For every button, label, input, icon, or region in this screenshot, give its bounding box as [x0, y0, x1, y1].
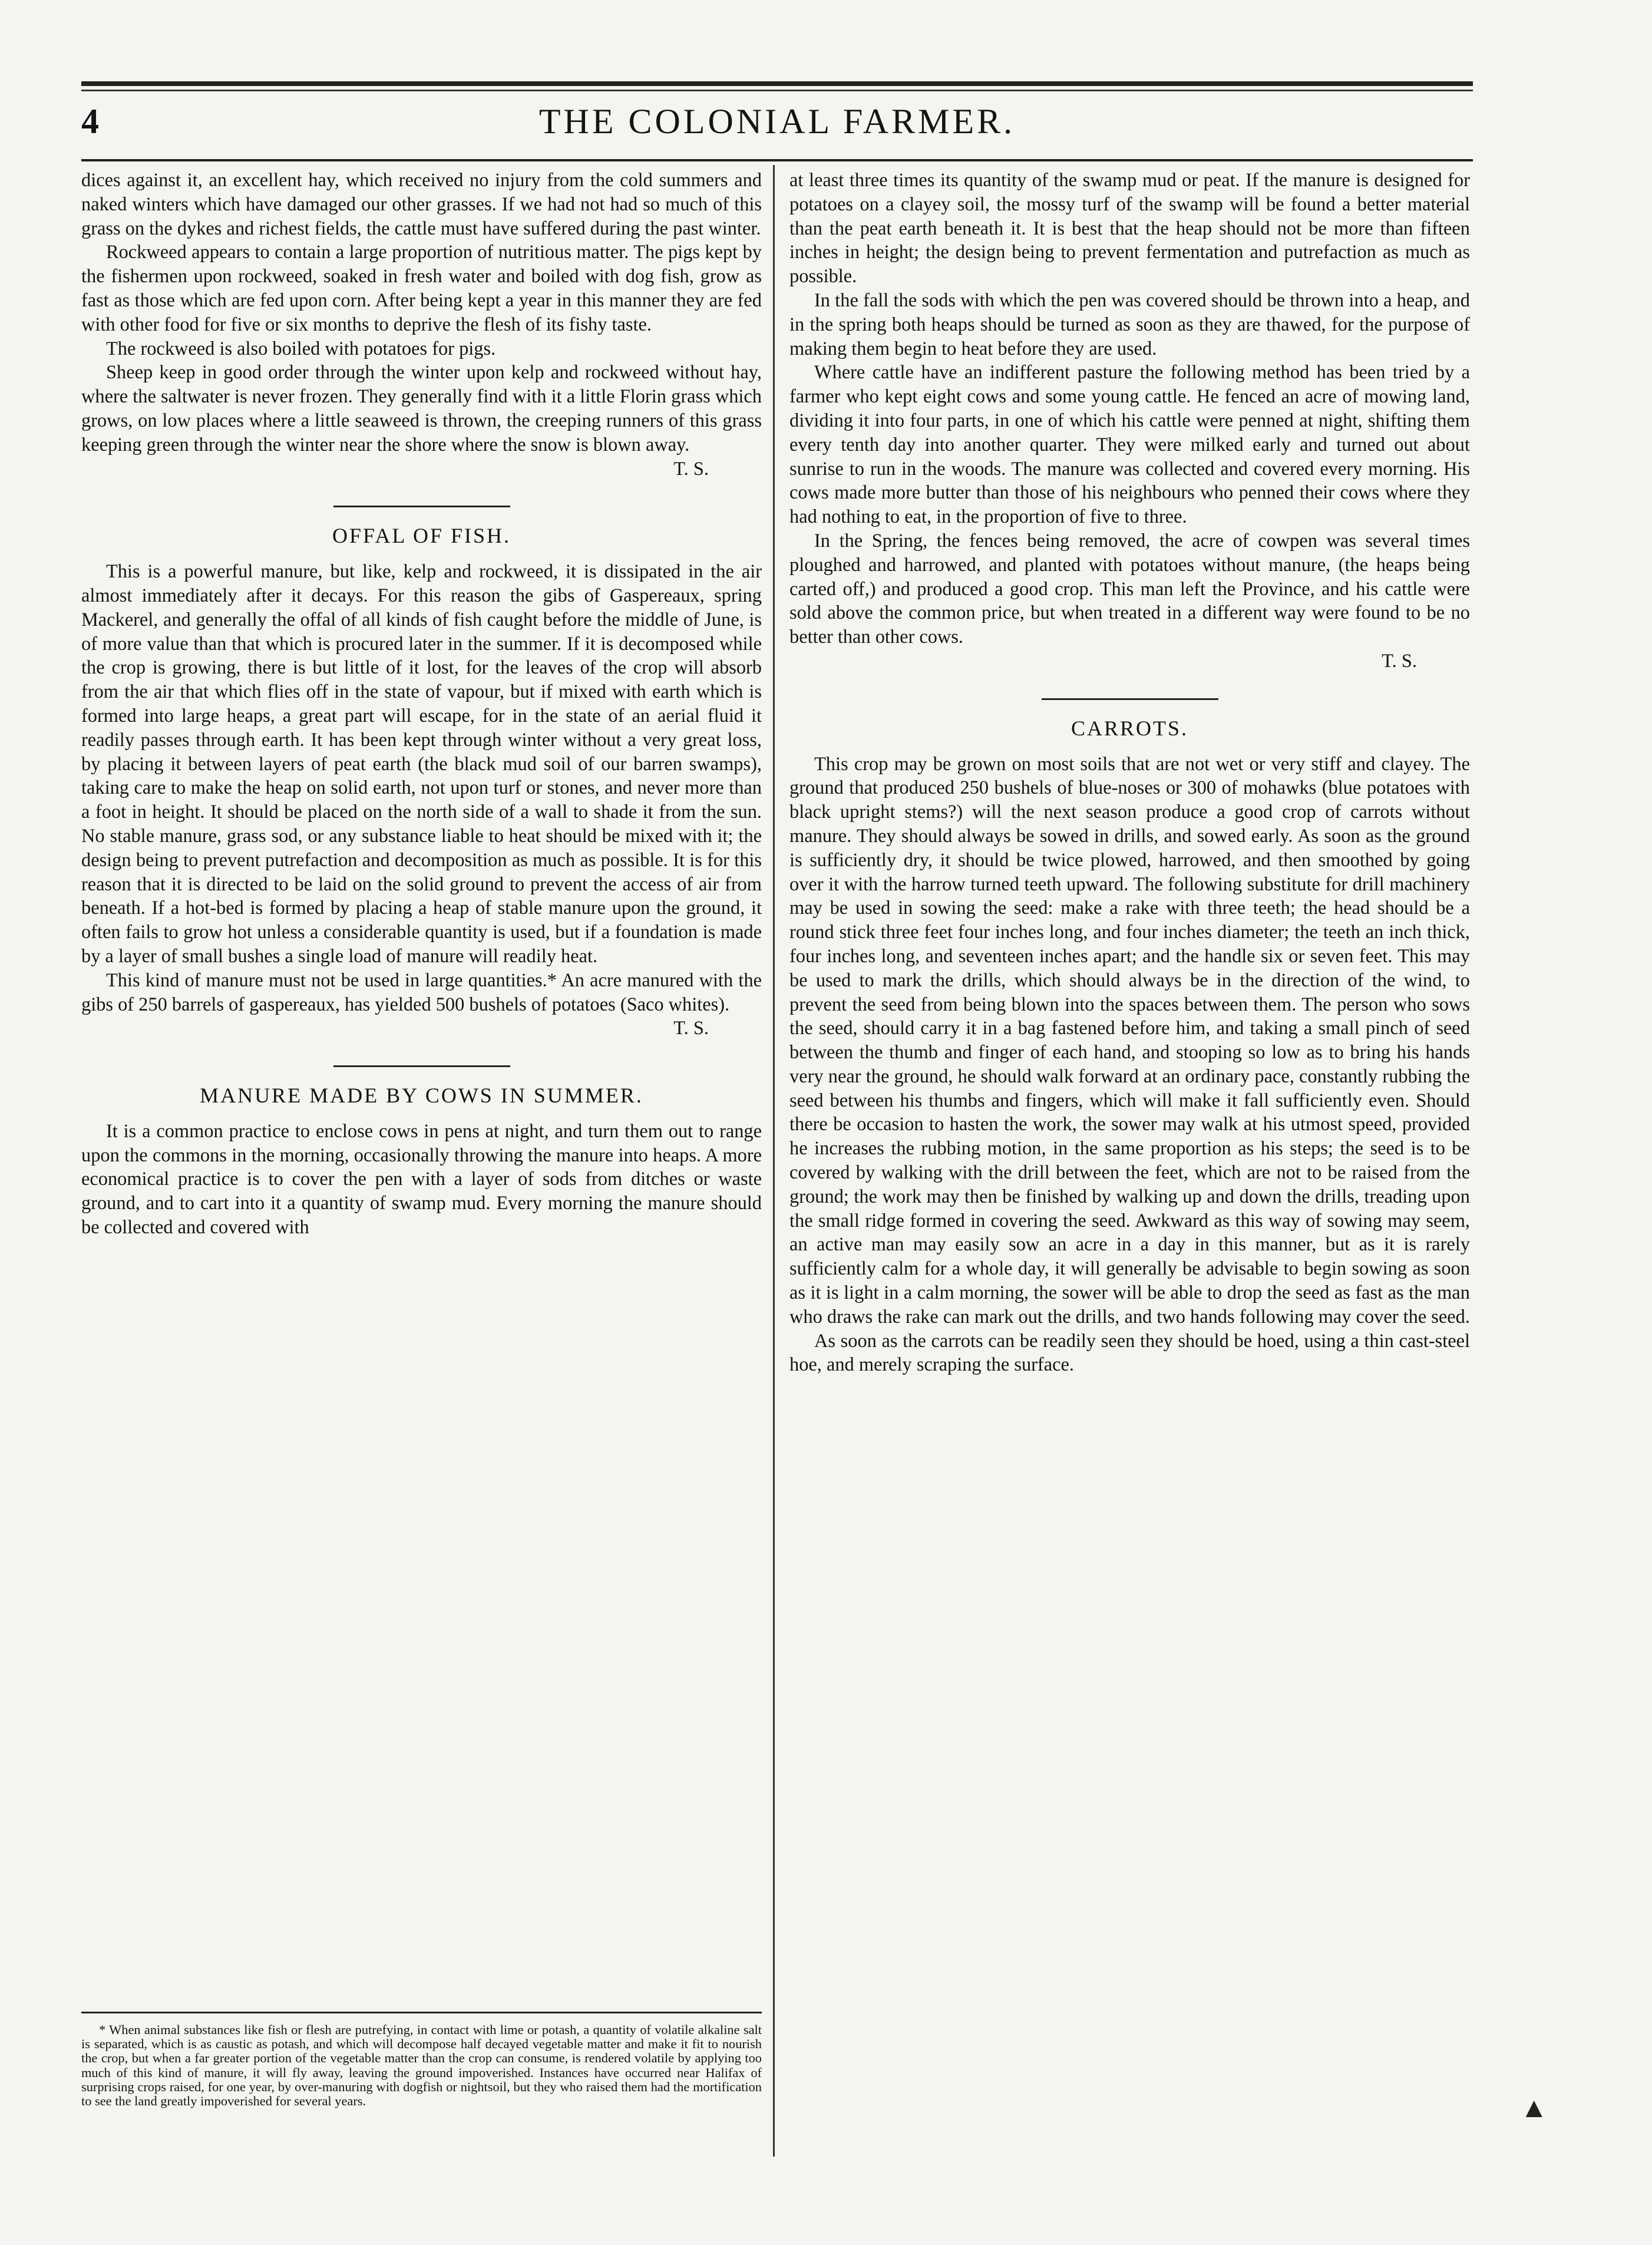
right-paragraph-2: In the fall the sods with which the pen was covered should be thrown into a heap, and in the spring both heaps should be turned as soon as they are thawed, for the purpose of making them begin to heat before they are used. [789, 289, 1470, 359]
header-rule [81, 159, 1473, 161]
section-separator [1042, 698, 1218, 700]
page-header [81, 101, 1473, 156]
left-paragraph-1: dices against it, an excellent hay, which received no injury from the cold summers and naked winters which have damaged our other grasses. If we had not had so much of this grass on the dykes and richest fields, the cattle must have suffered during the past winter. [81, 170, 762, 239]
left-paragraph-2: Rockweed appears to contain a large proportion of nutritious matter. The pigs kept by the fishermen upon rockweed, soaked in fresh water and boiled with dog fish, grow as fast as those which are fed upon corn. After being kept a year in this manner they are fed with other food for five or six months to deprive the flesh of its fishy taste. [81, 242, 762, 335]
page-number: 4 [81, 102, 99, 141]
masthead-rule [81, 81, 1473, 86]
masthead-rule-thin [81, 90, 1473, 91]
signature: T. S. [673, 458, 709, 480]
left-paragraph-7: It is a common practice to enclose cows in pens at night, and turn them out to range upon the commons in the morning, occasionally throwing the manure into heaps. A more economical practice is to cover the pen with a layer of sods from ditches or waste ground, and to cart into it a quantity of swamp mud. Every morning the manure should be collected and covered with [81, 1120, 762, 1239]
right-paragraph-3: Where cattle have an indifferent pasture the following method has been tried by a farmer who kept eight cows and some young cattle. He fenced an acre of mowing land, dividing it into four parts, in one of which his cattle were penned at night, shifting them every tenth day into another quarter. They were milked early and turned out about sunrise to run in the woods. The manure was collected and covered every morning. His cows made more butter than those of his neighbours who penned their cows where they had nothing to eat, in the proportion of five to three. [789, 362, 1470, 528]
signature: T. S. [673, 1018, 709, 1039]
left-paragraph-3: The rockweed is also boiled with potatoes for pigs. [106, 338, 496, 359]
footnote [81, 2012, 762, 2108]
left-paragraph-5: This is a powerful manure, but like, kelp and rockweed, it is dissipated in the air almost immediately after it decays. For this reason the gibs of Gaspereaux, spring Mackerel, and generally the offal of all kinds of fish caught before the middle of June, is of more value than that which is procured later in the summer. If it is decomposed while the crop is growing, there is but little of it lost, for the leaves of the crop will absorb from the air that which flies off in the state of vapour, but if mixed with earth which is formed into large heaps, a great part will escape, for in the state of an aerial fluid it readily passes through earth. It has been kept through winter without a very great loss, by placing it between layers of peat earth (the black mud soil of our barren swamps), taking care to make the heap on solid earth, not upon turf or stones, and never more than a foot in height. It should be placed on the north side of a wall to shade it from the sun. No stable manure, grass sod, or any substance liable to heat should be mixed with it; the design being to prevent putrefaction and decomposition as much as possible. It is for this reason that it is directed to be laid on the solid ground to prevent the access of air from beneath. If a hot-bed is formed by placing a heap of stable manure upon the ground, it often fails to grow hot unless a considerable quantity is used, but if a foundation is made by a layer of small bushes a single load of manure will readily heat. [81, 561, 762, 967]
left-column [81, 169, 762, 1240]
footnote-text: * When animal substances like fish or flesh are putrefying, in contact with lime or potash, a quantity of volatile alkaline salt is separated, which is as caustic as potash, and which will decompose half decayed vegetable matter and make it fit to nourish the crop, but when a far greater portion of the vegetable matter than the crop can consume, is rendered volatile by applying too much of this kind of manure, it will fly away, leaving the ground impoverished. Instances have occurred near Halifax of surprising crops raised, for one year, by over-manuring with dogfish or nightsoil, but they who raised them had the mortification to see the land greatly impoverished for several years. [81, 2022, 762, 2109]
right-paragraph-6: As soon as the carrots can be readily seen they should be hoed, using a thin cast-steel hoe, and merely scraping the surface. [789, 1330, 1470, 1376]
section-heading-manure-by-cows: MANURE MADE BY COWS IN SUMMER. [200, 1084, 643, 1108]
section-heading-carrots: CARROTS. [1071, 716, 1189, 740]
section-separator [333, 506, 510, 507]
right-paragraph-4: In the Spring, the fences being removed, the acre of cowpen was several times ploughed and harrowed, and planted with potatoes without manure, (the heaps being carted off,) and produced a good crop. This man left the Province, and his cattle were sold above the common price, but when treated in a different way were found to be no better than other cows. [789, 530, 1470, 648]
right-paragraph-5: This crop may be grown on most soils that are not wet or very stiff and clayey. The ground that produced 250 bushels of blue-noses or 300 of mohawks (blue potatoes with black upright stems?) will the next season produce a good crop of carrots without manure. They should always be sowed in drills, and sowed early. As soon as the ground is sufficiently dry, it should be twice plowed, harrowed, and then smoothed by going over it with the harrow turned teeth upward. The following substitute for drill machinery may be used in sowing the seed: make a rake with three teeth; the head should be a round stick three feet four inches long, and four inches diameter; the teeth an inch thick, four inches long, and seventeen inches apart; and the handle six or seven feet. This may be used to mark the drills, which should always be in the direction of the wind, to prevent the seed from being blown into the spaces between them. The person who sows the seed, should carry it in a bag fastened before him, and taking a small pinch of seed between the thumb and finger of each hand, and stooping so low as to bring his hands very near the ground, he should walk forward at an ordinary pace, constantly rubbing the seed between his thumbs and fingers, which will make it fall sufficiently even. Should there be occasion to hasten the work, the sower may walk at his utmost speed, provided he increases the rubbing motion, in the same proportion as his steps; the seed is to be covered by walking with the drill between the feet, which are not to be raised from the ground; the work may then be finished by walking up and down the drills, treading upon the small ridge formed in covering the seed. Awkward as this way of sowing may seem, an active man may easily sow an acre in a day in this manner, but as it is rarely sufficiently calm for a whole day, it will generally be advisable to begin sowing as soon as it is light in a calm morning, the sower will be able to drop the seed as fast as the man who draws the rake can mark out the drills, and two hands following may cover the seed. [789, 753, 1470, 1328]
right-column [789, 169, 1470, 1377]
margin-mark: ▲ [1520, 2092, 1548, 2124]
column-divider [773, 165, 775, 2157]
section-separator [333, 1065, 510, 1067]
section-heading-offal-of-fish: OFFAL OF FISH. [332, 524, 511, 548]
left-paragraph-6: This kind of manure must not be used in large quantities.* An acre manured with the gibs of 250 barrels of gaspereaux, has yielded 500 bushels of potatoes (Saco whites). [81, 969, 762, 1015]
left-paragraph-4: Sheep keep in good order through the winter upon kelp and rockweed without hay, where the saltwater is never frozen. They generally find with it a little Florin grass which grows, on low places where a little seaweed is thrown, the creeping runners of this grass keeping green through the winter near the shore where the snow is blown away. [81, 362, 762, 455]
right-paragraph-1: at least three times its quantity of the swamp mud or peat. If the manure is designed for potatoes on a clayey soil, the mossy turf of the swamp will be found a better material than the peat earth beneath it. It is best that the heap should not be more than fifteen inches in height; the design being to prevent fermentation and putrefaction as much as possible. [789, 170, 1470, 288]
running-title: THE COLONIAL FARMER. [538, 102, 1016, 141]
signature: T. S. [1382, 650, 1417, 672]
